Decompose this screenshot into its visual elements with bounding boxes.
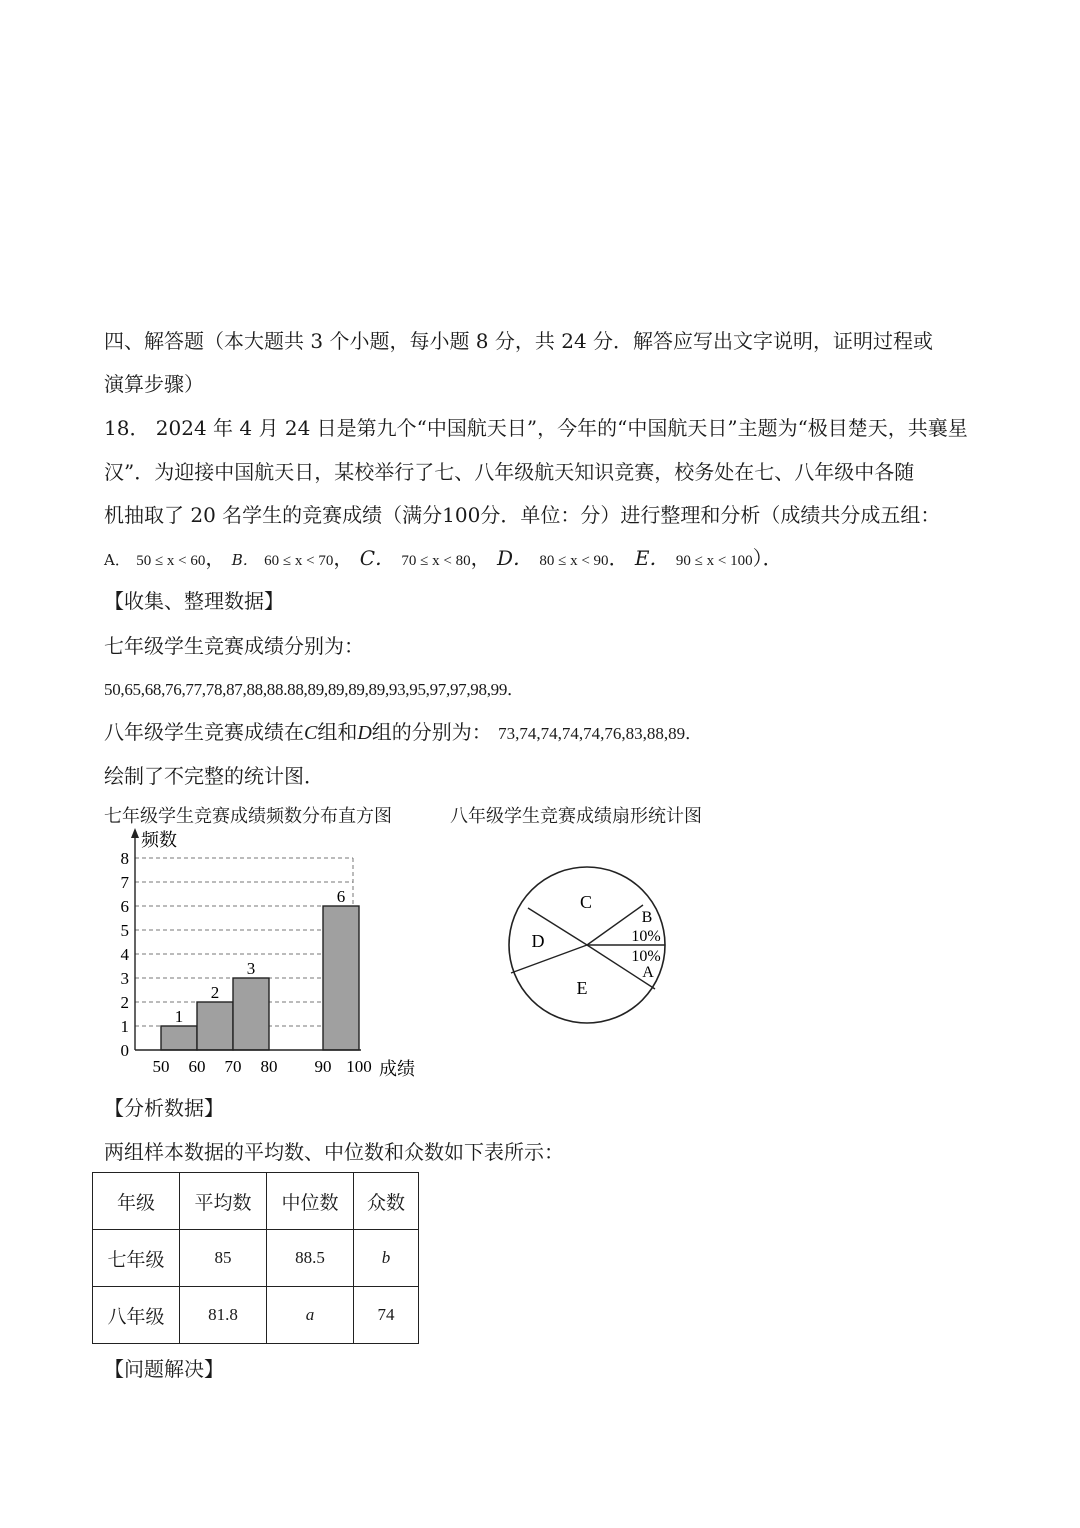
y-tick-label: 7 — [120, 873, 129, 892]
problem-line-2: 汉”．为迎接中国航天日，某校举行了七、八年级航天知识竞赛，校务处在七、八年级中各随 — [104, 460, 915, 484]
x-tick-label: 90 — [314, 1057, 332, 1076]
bar-value-label: 3 — [246, 959, 256, 978]
table-cell: 八年级 — [93, 1287, 180, 1344]
section-heading-line-1: 四、解答题（本大题共 3 个小题，每小题 8 分，共 24 分．解答应写出文字说明，证明过程或 — [104, 329, 934, 353]
y-tick-label: 8 — [120, 849, 129, 868]
group-a: A． 50 ≤ x < 60， — [104, 546, 226, 570]
y-tick-label: 6 — [120, 897, 129, 916]
analysis-intro: 两组样本数据的平均数、中位数和众数如下表所示： — [104, 1140, 564, 1164]
pie-label-c: C — [579, 892, 593, 912]
histogram-bar — [197, 1002, 233, 1050]
table-header-cell: 众数 — [354, 1173, 419, 1230]
table-header-row — [93, 1173, 419, 1230]
problem-line-1: 18． 2024 年 4 月 24 日是第九个“中国航天日”，今年的“中国航天日”主题为“极目楚天，共襄星 — [104, 416, 968, 440]
y-tick-label: 3 — [120, 969, 129, 988]
histogram-bar — [161, 1026, 197, 1050]
group-c: C． 70 ≤ x < 80， — [359, 546, 491, 570]
pie-title: 八年级学生竞赛成绩扇形统计图 — [450, 806, 702, 827]
x-tick-label: 100 — [346, 1057, 372, 1076]
group-e: E． 90 ≤ x < 100）． — [634, 546, 783, 570]
pie-label-a: A — [642, 964, 654, 981]
bar-value-label: 2 — [210, 983, 220, 1002]
table-cell: 七年级 — [93, 1230, 180, 1287]
pie-percent-b: 10% — [631, 928, 661, 945]
table-cell: 81.8 — [180, 1287, 267, 1344]
y-tick-label: 4 — [120, 945, 129, 964]
table-cell: a — [267, 1287, 354, 1344]
table-header-cell: 年级 — [93, 1173, 180, 1230]
group-b: B． 60 ≤ x < 70， — [231, 546, 354, 570]
bar-value-label: 1 — [174, 1007, 184, 1026]
y-axis-label: 频数 — [141, 830, 177, 850]
histogram-bar — [323, 906, 359, 1050]
pie-label-e: E — [576, 978, 588, 998]
table-cell: 88.5 — [267, 1230, 354, 1287]
table-header-cell: 中位数 — [267, 1173, 354, 1230]
table-cell: 85 — [180, 1230, 267, 1287]
section-heading-line-2: 演算步骤） — [104, 372, 204, 396]
y-axis-arrow — [131, 828, 139, 838]
y-tick-label: 2 — [120, 993, 129, 1012]
pie-chart — [500, 860, 680, 1030]
histogram-title: 七年级学生竞赛成绩频数分布直方图 — [104, 806, 392, 827]
grade7-scores: 50,65,68,76,77,78,87,88,88.88,89,89,89,89,93,95,97,97,98,99． — [104, 680, 524, 699]
problem-line-3: 机抽取了 20 名学生的竞赛成绩（满分100分．单位：分）进行整理和分析（成绩共分成五组： — [104, 503, 941, 527]
group-d: D． 80 ≤ x < 90． — [496, 546, 629, 570]
collect-heading: 【收集、整理数据】 — [104, 589, 284, 613]
table-row — [93, 1230, 419, 1287]
x-tick-label: 50 — [152, 1057, 170, 1076]
y-tick-label: 5 — [120, 921, 129, 940]
drawn-statement: 绘制了不完整的统计图． — [104, 764, 324, 788]
histogram-chart — [100, 826, 420, 1078]
table-cell: b — [354, 1230, 419, 1287]
table-header-cell: 平均数 — [180, 1173, 267, 1230]
y-tick-label: 0 — [120, 1041, 129, 1060]
y-tick-label: 1 — [120, 1017, 129, 1036]
x-tick-label: 60 — [188, 1057, 206, 1076]
group-definitions — [104, 544, 783, 575]
solve-heading: 【问题解决】 — [104, 1357, 224, 1381]
x-axis-label: 成绩 — [379, 1059, 415, 1078]
histogram-bar — [233, 978, 269, 1050]
table-cell: 74 — [354, 1287, 419, 1344]
pie-label-b: B — [641, 909, 653, 926]
bar-value-label: 6 — [336, 887, 346, 906]
stats-table — [92, 1172, 419, 1344]
pie-label-d: D — [531, 931, 545, 951]
x-tick-label: 70 — [224, 1057, 242, 1076]
table-row — [93, 1287, 419, 1344]
analysis-heading: 【分析数据】 — [104, 1096, 224, 1120]
pie-percent-a: 10% — [631, 948, 661, 965]
x-tick-label: 80 — [260, 1057, 278, 1076]
grade7-intro: 七年级学生竞赛成绩分别为： — [104, 634, 364, 658]
grade8-line: 八年级学生竞赛成绩在C组和D组的分别为： 73,74,74,74,74,76,83,88,89． — [104, 720, 703, 744]
